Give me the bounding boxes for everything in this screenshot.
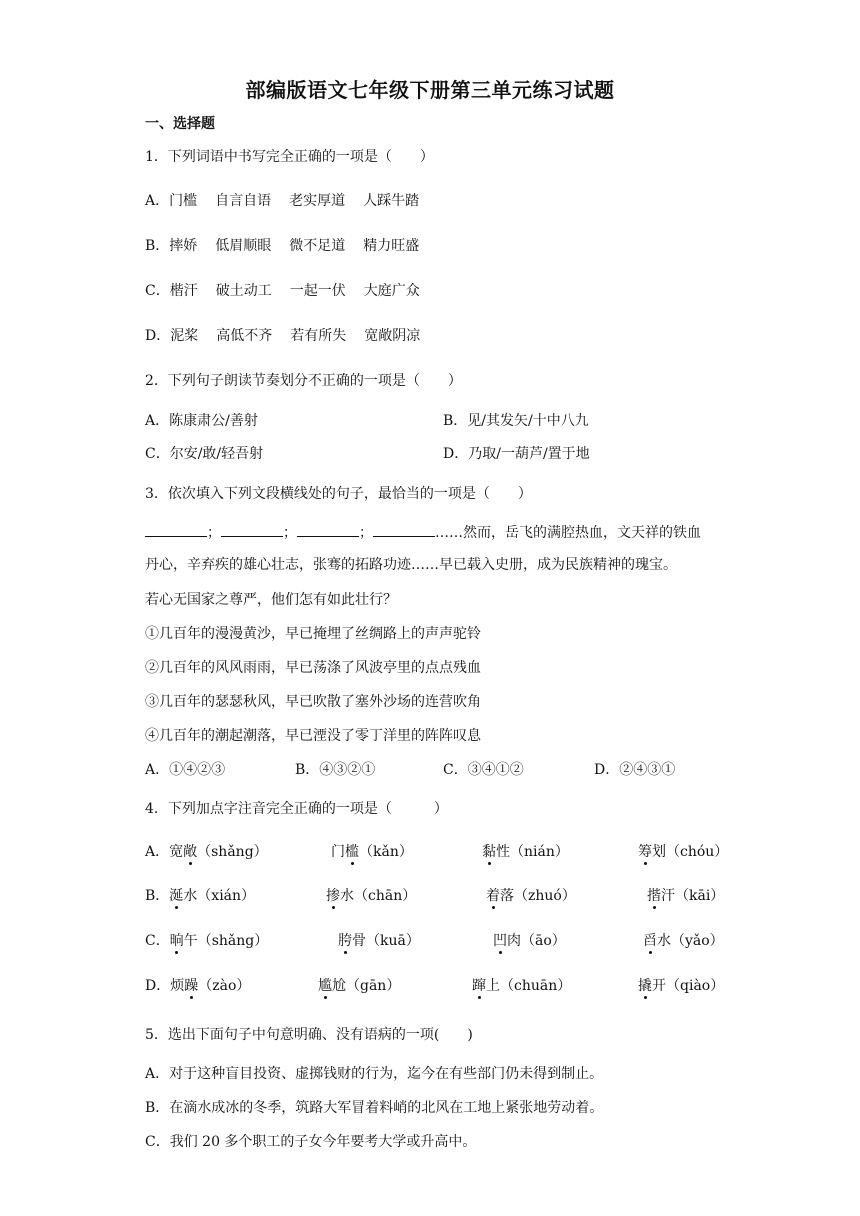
- q4-d-item3: 蹿上（chuān）: [472, 978, 572, 994]
- blank-4: [373, 522, 435, 537]
- q1-option-d: D．泥桨 高低不齐 若有所失 宽敞阴凉: [145, 328, 421, 344]
- q3-stem: 3．依次填入下列文段横线处的句子，最恰当的一项是（ ）: [145, 486, 532, 502]
- q4-b-item4: 揩汗（kāi）: [647, 888, 725, 904]
- q3-item-2: ②几百年的风风雨雨，早已荡涤了风波亭里的点点残血: [145, 660, 481, 676]
- q3-paragraph-line2: 丹心，辛弃疾的雄心壮志，张骞的拓路功迹……早已载入史册，成为民族精神的瑰宝。: [145, 557, 677, 573]
- q4-c-item4: 舀水（yǎo）: [643, 933, 724, 949]
- q4-a-item2: 门槛（kǎn）: [331, 844, 413, 860]
- q3-paragraph-line1: ； ； ； ……然而，岳飞的满腔热血，文天祥的铁血: [145, 522, 701, 543]
- q2-option-c: C．尔安/敢/轻吾射: [145, 446, 264, 462]
- q5-option-b: B．在滴水成冰的冬季，筑路大军冒着料峭的北风在工地上紧张地劳动着。: [145, 1100, 604, 1116]
- q3-item-4: ④几百年的潮起潮落，早已湮没了零丁洋里的阵阵叹息: [145, 728, 481, 744]
- q2-option-d: D．乃取/一葫芦/置于地: [443, 446, 590, 462]
- q5-stem: 5．选出下面句子中句意明确、没有语病的一项( ): [145, 1027, 473, 1043]
- q5-option-a: A．对于这种盲目投资、虚掷钱财的行为，迄今在有些部门仍未得到制止。: [145, 1066, 604, 1082]
- q1-stem: 1．下列词语中书写完全正确的一项是（ ）: [145, 149, 434, 165]
- q3-option-b: B．④③②①: [295, 762, 376, 778]
- blank-3: [297, 522, 359, 537]
- q4-stem: 4．下列加点字注音完全正确的一项是（ ）: [145, 801, 448, 817]
- q3-paragraph-line3: 若心无国家之尊严，他们怎有如此壮行？: [145, 592, 397, 608]
- q4-c-item2: 胯骨（kuā）: [338, 933, 420, 949]
- q4-a-item1: A．宽敞（shǎng）: [145, 844, 268, 860]
- q4-b-item3: 着落（zhuó）: [486, 888, 576, 904]
- q5-option-c: C．我们 20 多个职工的子女今年要考大学或升高中。: [145, 1134, 477, 1150]
- page-title: 部编版语文七年级下册第三单元练习试题: [245, 78, 615, 102]
- q4-a-item3: 黏性（nián）: [482, 844, 569, 860]
- q3-item-3: ③几百年的瑟瑟秋风，早已吹散了塞外沙场的连营吹角: [145, 694, 481, 710]
- q4-d-item1: D．烦躁（zào）: [145, 978, 251, 994]
- q4-a-item4: 筹划（chóu）: [638, 844, 729, 860]
- q4-c-item1: C．晌午（shǎng）: [145, 933, 269, 949]
- q2-stem: 2．下列句子朗读节奏划分不正确的一项是（ ）: [145, 373, 462, 389]
- blank-2: [221, 522, 283, 537]
- blank-1: [145, 522, 207, 537]
- q4-b-item1: B．涎水（xián）: [145, 888, 256, 904]
- q3-option-c: C．③④①②: [443, 762, 524, 778]
- q4-d-item4: 撬开（qiào）: [638, 978, 725, 994]
- q2-option-a: A．陈康肃公/善射: [145, 413, 258, 429]
- q1-option-c: C．楷汗 破土动工 一起一伏 大庭广众: [145, 283, 420, 299]
- q1-option-b: B．摔娇 低眉顺眼 微不足道 精力旺盛: [145, 238, 420, 254]
- q2-option-b: B．见/其发矢/十中八九: [443, 413, 589, 429]
- q3-option-a: A．①④②③: [145, 762, 226, 778]
- q4-b-item2: 掺水（chān）: [326, 888, 417, 904]
- q1-option-a: A．门槛 自言自语 老实厚道 人踩牛踏: [145, 193, 420, 209]
- q4-c-item3: 凹肉（āo）: [493, 933, 566, 949]
- q4-d-item2: 尴尬（gān）: [318, 978, 401, 994]
- q3-item-1: ①几百年的漫漫黄沙，早已掩埋了丝绸路上的声声驼铃: [145, 626, 481, 642]
- section-heading: 一、选择题: [145, 116, 215, 132]
- q3-option-d: D．②④③①: [594, 762, 676, 778]
